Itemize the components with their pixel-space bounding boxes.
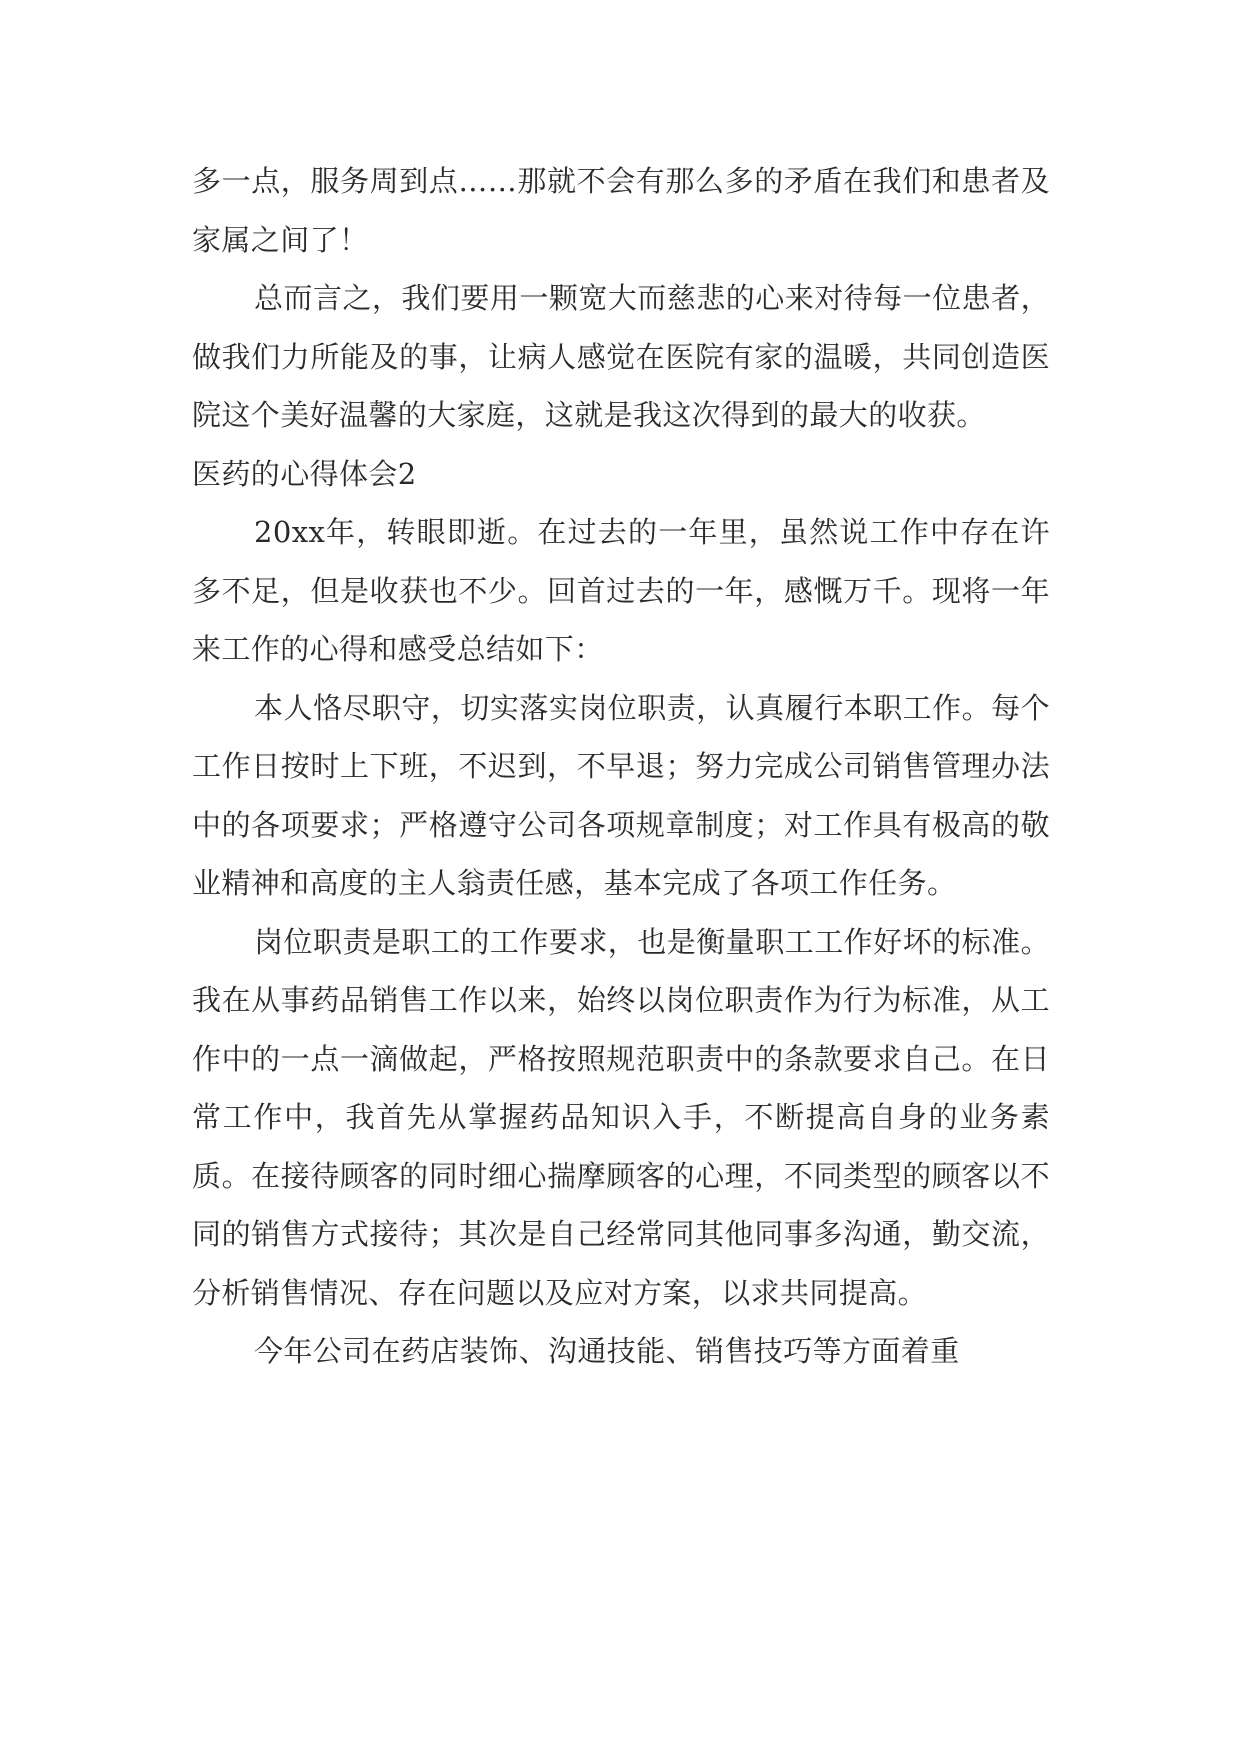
section-heading: 医药的心得体会2 [192,456,417,491]
paragraph-company-training: 今年公司在药店装饰、沟通技能、销售技巧等方面着重 [254,1334,960,1368]
paragraph-year-review: 20xx年，转眼即逝。在过去的一年里，虽然说工作中存在许多不足，但是收获也不少。回首过去的一年，感慨万千。现将一年来工作的心得和感受总结如下： [192,515,1050,666]
paragraph-summary: 总而言之，我们要用一颗宽大而慈悲的心来对待每一位患者，做我们力所能及的事，让病人感觉在医院有家的温暖，共同创造医院这个美好温馨的大家庭，这就是我这次得到的最大的收获。 [192,281,1050,432]
paragraph-continuation: 多一点，服务周到点……那就不会有那么多的矛盾在我们和患者及家属之间了！ [192,164,1050,257]
paragraph-job-responsibilities: 岗位职责是职工的工作要求，也是衡量职工工作好坏的标准。我在从事药品销售工作以来，始终以岗位职责作为行为标准，从工作中的一点一滴做起，严格按照规范职责中的条款要求自己。在日常工作中，我首先从掌握药品知识入手，不断提高自身的业务素质。在接待顾客的同时细心揣摩顾客的心理，不同类型的顾客以不同的销售方式接待；其次是自己经常同其他同事多沟通，勤交流，分析销售情况、存在问题以及应对方案，以求共同提高。 [192,924,1050,1310]
document-body [192,152,1050,1381]
paragraph-duties: 本人恪尽职守，切实落实岗位职责，认真履行本职工作。每个工作日按时上下班，不迟到，不早退；努力完成公司销售管理办法中的各项要求；严格遵守公司各项规章制度；对工作具有极高的敬业精神和高度的主人翁责任感，基本完成了各项工作任务。 [192,690,1050,900]
